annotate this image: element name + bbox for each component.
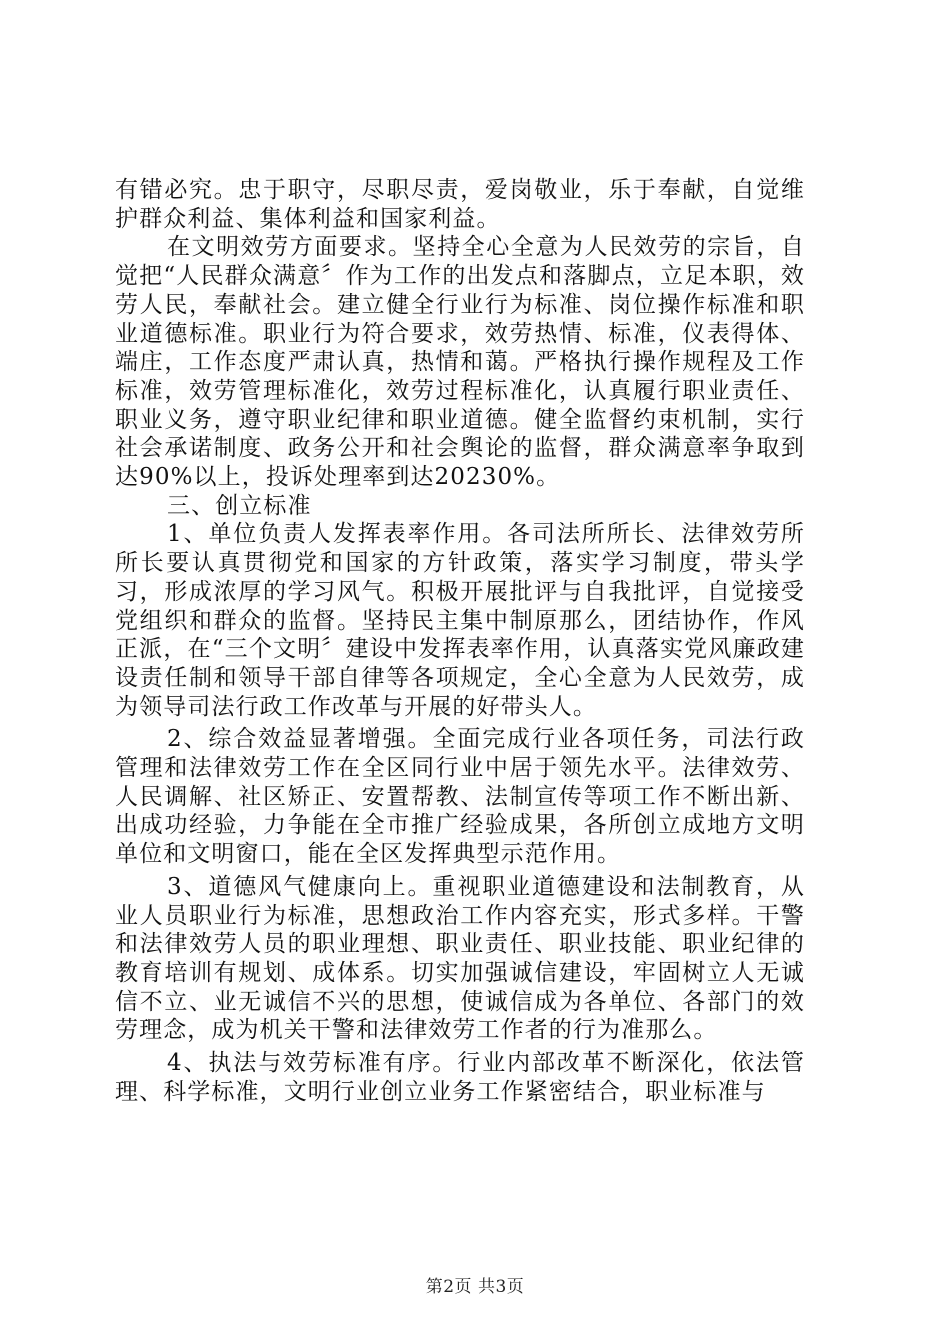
paragraph-1: 有错必究。忠于职守，尽职尽责，爱岗敬业，乐于奉献，自觉维护群众利益、集体利益和国家利益。 <box>115 177 805 232</box>
section-heading: 三、创立标准 <box>167 492 312 519</box>
paragraph-6: 4、执法与效劳标准有序。行业内部改革不断深化，依法管理、科学标准，文明行业创立业务工作紧密结合，职业标准与 <box>115 1050 805 1105</box>
paragraph-4: 2、综合效益显著增强。全面完成行业各项任务，司法行政管理和法律效劳工作在全区同行业中居于领先水平。法律效劳、人民调解、社区矫正、安置帮教、法制宣传等项工作不断出新、出成功经验，力争能在全市推广经验成果，各所创立成地方文明单位和文明窗口，能在全区发挥典型示范作用。 <box>115 726 805 868</box>
paragraph-2: 在文明效劳方面要求。坚持全心全意为人民效劳的宗旨，自觉把“人民群众满意〞作为工作的出发点和落脚点，立足本职，效劳人民，奉献社会。建立健全行业行为标准、岗位操作标准和职业道德标准。职业行为符合要求，效劳热情、标准，仪表得体、端庄，工作态度严肃认真，热情和蔼。严格执行操作规程及工作标准，效劳管理标准化，效劳过程标准化，认真履行职业责任、职业义务，遵守职业纪律和职业道德。健全监督约束机制，实行社会承诺制度、政务公开和社会舆论的监督，群众满意率争取到达90%以上，投诉处理率到达20230%。 <box>115 234 805 491</box>
page-footer: 第2页 共3页 <box>425 1277 525 1297</box>
paragraph-5: 3、道德风气健康向上。重视职业道德建设和法制教育，从业人员职业行为标准，思想政治工作内容充实，形式多样。干警和法律效劳人员的职业理想、职业责任、职业技能、职业纪律的教育培训有规划、成体系。切实加强诚信建设，牢固树立人无诚信不立、业无诚信不兴的思想，使诚信成为各单位、各部门的效劳理念，成为机关干警和法律效劳工作者的行为准那么。 <box>115 873 805 1044</box>
document-body <box>115 176 805 1107</box>
paragraph-3: 1、单位负责人发挥表率作用。各司法所所长、法律效劳所所长要认真贯彻党和国家的方针政策，落实学习制度，带头学习，形成浓厚的学习风气。积极开展批评与自我批评，自觉接受党组织和群众的监督。坚持民主集中制原那么，团结协作，作风正派，在“三个文明〞建设中发挥表率作用，认真落实党风廉政建设责任制和领导干部自律等各项规定，全心全意为人民效劳，成为领导司法行政工作改革与开展的好带头人。 <box>115 521 805 720</box>
